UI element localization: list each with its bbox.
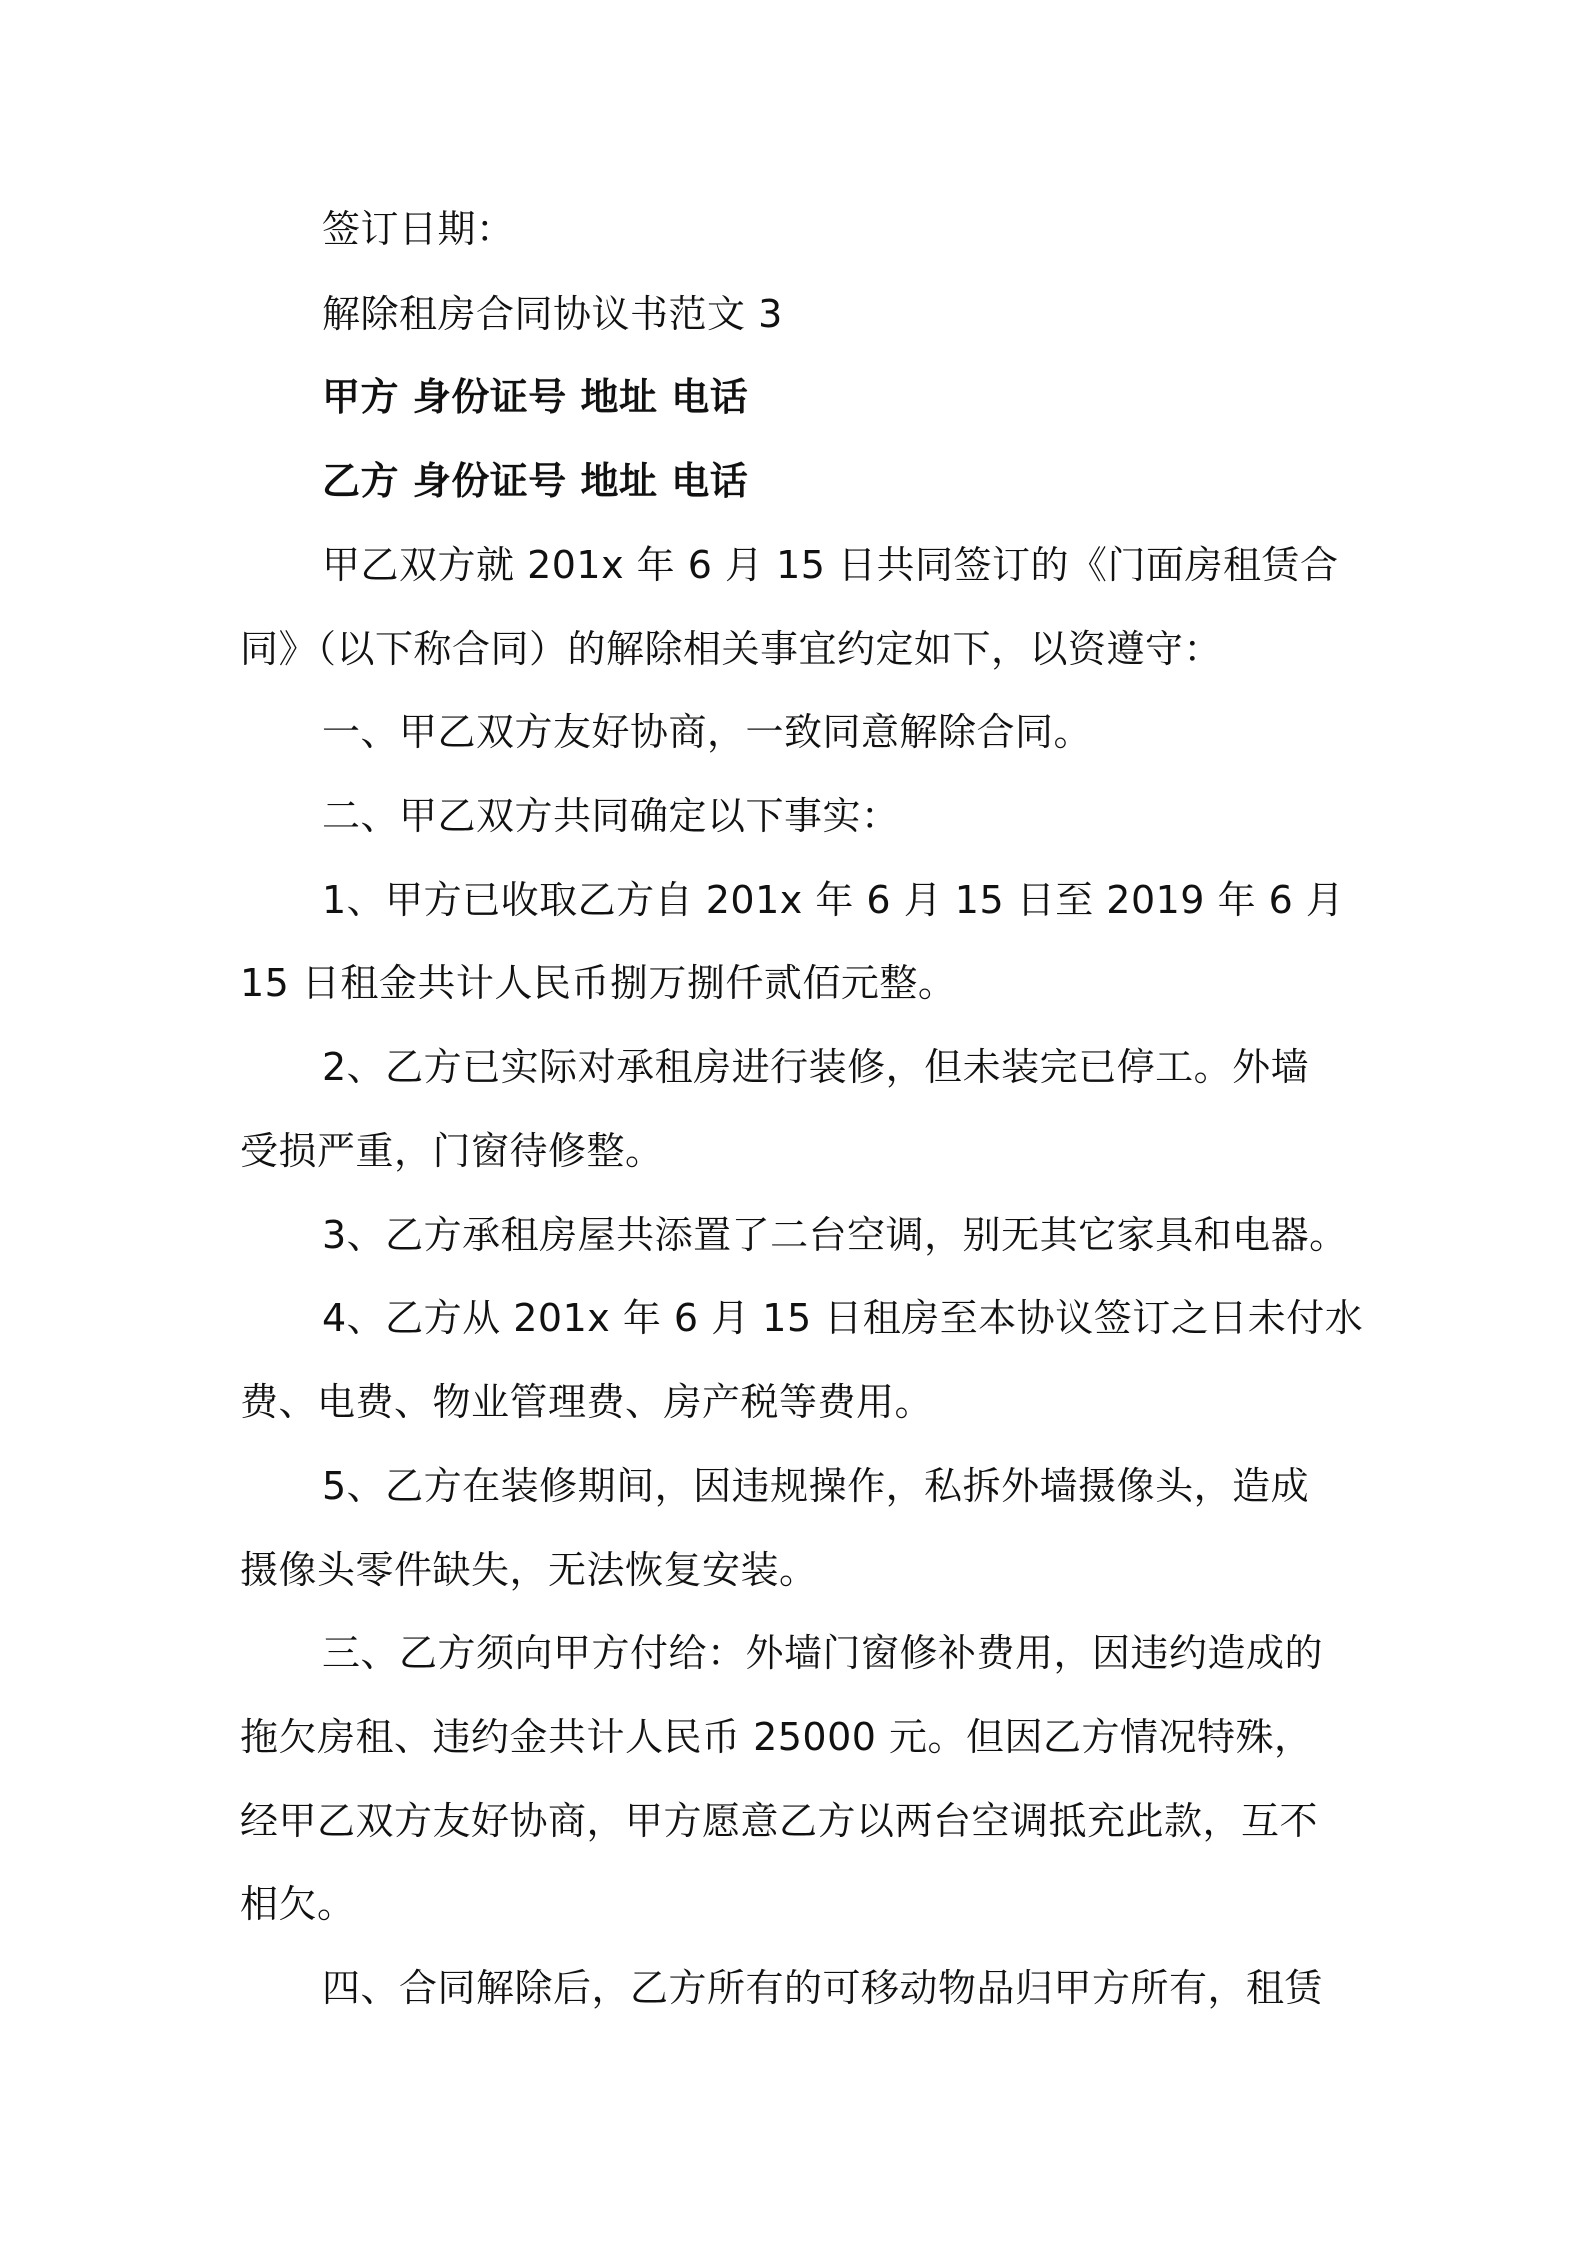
fact-2-line-2: 受损严重，门窗待修整。: [240, 1129, 664, 1173]
fact-3: 3、乙方承租房屋共添置了二台空调，别无其它家具和电器。: [322, 1213, 1348, 1257]
fact-1-line-1: 1、甲方已收取乙方自 201x 年 6 月 15 日至 2019 年 6 月: [322, 878, 1345, 922]
fact-5-line-2: 摄像头零件缺失，无法恢复安装。: [240, 1548, 818, 1592]
signing-date-label: 签订日期：: [322, 207, 515, 251]
party-b-line: 乙方 身份证号 地址 电话: [322, 459, 749, 503]
fact-4-line-1: 4、乙方从 201x 年 6 月 15 日租房至本协议签订之日未付水: [322, 1296, 1364, 1340]
clause-3-line-3: 经甲乙双方友好协商，甲方愿意乙方以两台空调抵充此款，互不: [240, 1799, 1319, 1843]
clause-1: 一、甲乙双方友好协商，一致同意解除合同。: [322, 710, 1093, 754]
clause-2-heading: 二、甲乙双方共同确定以下事实：: [322, 794, 900, 838]
fact-5-line-1: 5、乙方在装修期间，因违规操作，私拆外墙摄像头，造成: [322, 1464, 1310, 1508]
fact-4-line-2: 费、电费、物业管理费、房产税等费用。: [240, 1380, 934, 1424]
fact-1-line-2: 15 日租金共计人民币捌万捌仟贰佰元整。: [240, 961, 957, 1005]
fact-2-line-1: 2、乙方已实际对承租房进行装修，但未装完已停工。外墙: [322, 1045, 1310, 1089]
clause-4-line-1: 四、合同解除后，乙方所有的可移动物品归甲方所有，租赁: [322, 1966, 1324, 2010]
preamble-line-1: 甲乙双方就 201x 年 6 月 15 日共同签订的《门面房租赁合: [322, 543, 1339, 587]
preamble-line-2: 同》（以下称合同）的解除相关事宜约定如下，以资遵守：: [240, 627, 1223, 671]
clause-3-line-2: 拖欠房租、违约金共计人民币 25000 元。但因乙方情况特殊，: [240, 1715, 1313, 1759]
clause-3-line-4: 相欠。: [240, 1882, 356, 1926]
document-title: 解除租房合同协议书范文 3: [322, 292, 783, 336]
clause-3-line-1: 三、乙方须向甲方付给：外墙门窗修补费用，因违约造成的: [322, 1631, 1324, 1675]
party-a-line: 甲方 身份证号 地址 电话: [322, 375, 749, 419]
